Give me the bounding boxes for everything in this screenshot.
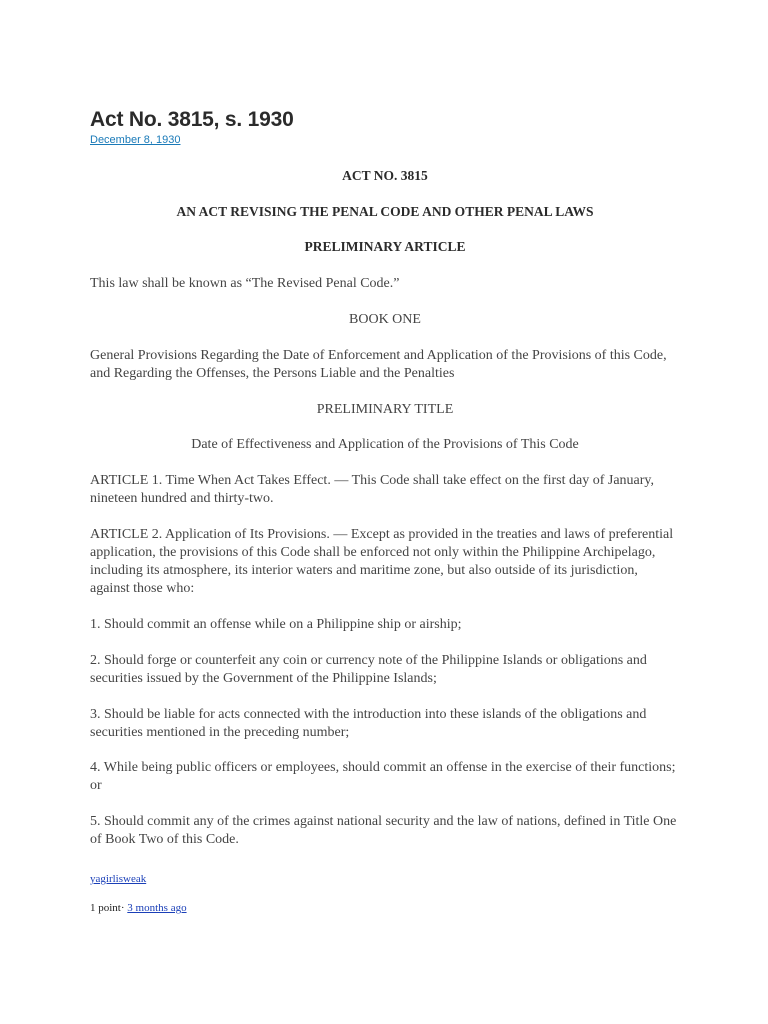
comment-points: 1 point (90, 902, 121, 914)
book-one-heading: BOOK ONE (349, 312, 421, 327)
preliminary-title-description: Date of Effectiveness and Application of the Provisions of This Code (191, 437, 579, 452)
date-link[interactable]: December 8, 1930 (90, 134, 181, 146)
book-one-description: General Provisions Regarding the Date of Enforcement and Application of the Provisions of this Code, and Regarding the Offenses, the Persons Liable and the Penalties (90, 348, 667, 381)
article-1: ARTICLE 1. Time When Act Takes Effect. — This Code shall take effect on the first day of January, nineteen hundred and thirty-two. (90, 473, 655, 506)
preliminary-title-heading: PRELIMINARY TITLE (316, 402, 454, 417)
act-number: ACT NO. 3815 (342, 168, 428, 183)
preliminary-article-heading: PRELIMINARY ARTICLE (304, 239, 466, 254)
act-title: AN ACT REVISING THE PENAL CODE AND OTHER PENAL LAWS (176, 204, 594, 219)
meta-separator: · (120, 902, 125, 914)
page-title: Act No. 3815, s. 1930 (90, 108, 294, 131)
list-item: 1. Should commit an offense while on a Philippine ship or airship; (90, 617, 462, 632)
list-item: 4. While being public officers or employees, should commit an offense in the exercise of their functions; or (90, 760, 676, 793)
short-title-paragraph: This law shall be known as “The Revised Penal Code.” (90, 276, 400, 291)
comment-time-link[interactable]: 3 months ago (127, 902, 187, 914)
list-item: 2. Should forge or counterfeit any coin or currency note of the Philippine Islands or obligations and securities issued by the Government of the Philippine Islands; (90, 653, 647, 686)
list-item: 5. Should commit any of the crimes against national security and the law of nations, defined in Title One of Book Two of this Code. (90, 814, 677, 847)
comment-username-link[interactable]: yagirlisweak (90, 873, 147, 885)
article-2: ARTICLE 2. Application of Its Provisions. — Except as provided in the treaties and laws of preferential application, the provisions of this Code shall be enforced not only within the Philippine Archipelago, including its atmosphere, its interior waters and maritime zone, but also outside of its jurisdiction, against those who: (90, 527, 674, 596)
comment-meta (90, 902, 680, 914)
list-item: 3. Should be liable for acts connected with the introduction into these islands of the obligations and securities mentioned in the preceding number; (90, 707, 647, 740)
